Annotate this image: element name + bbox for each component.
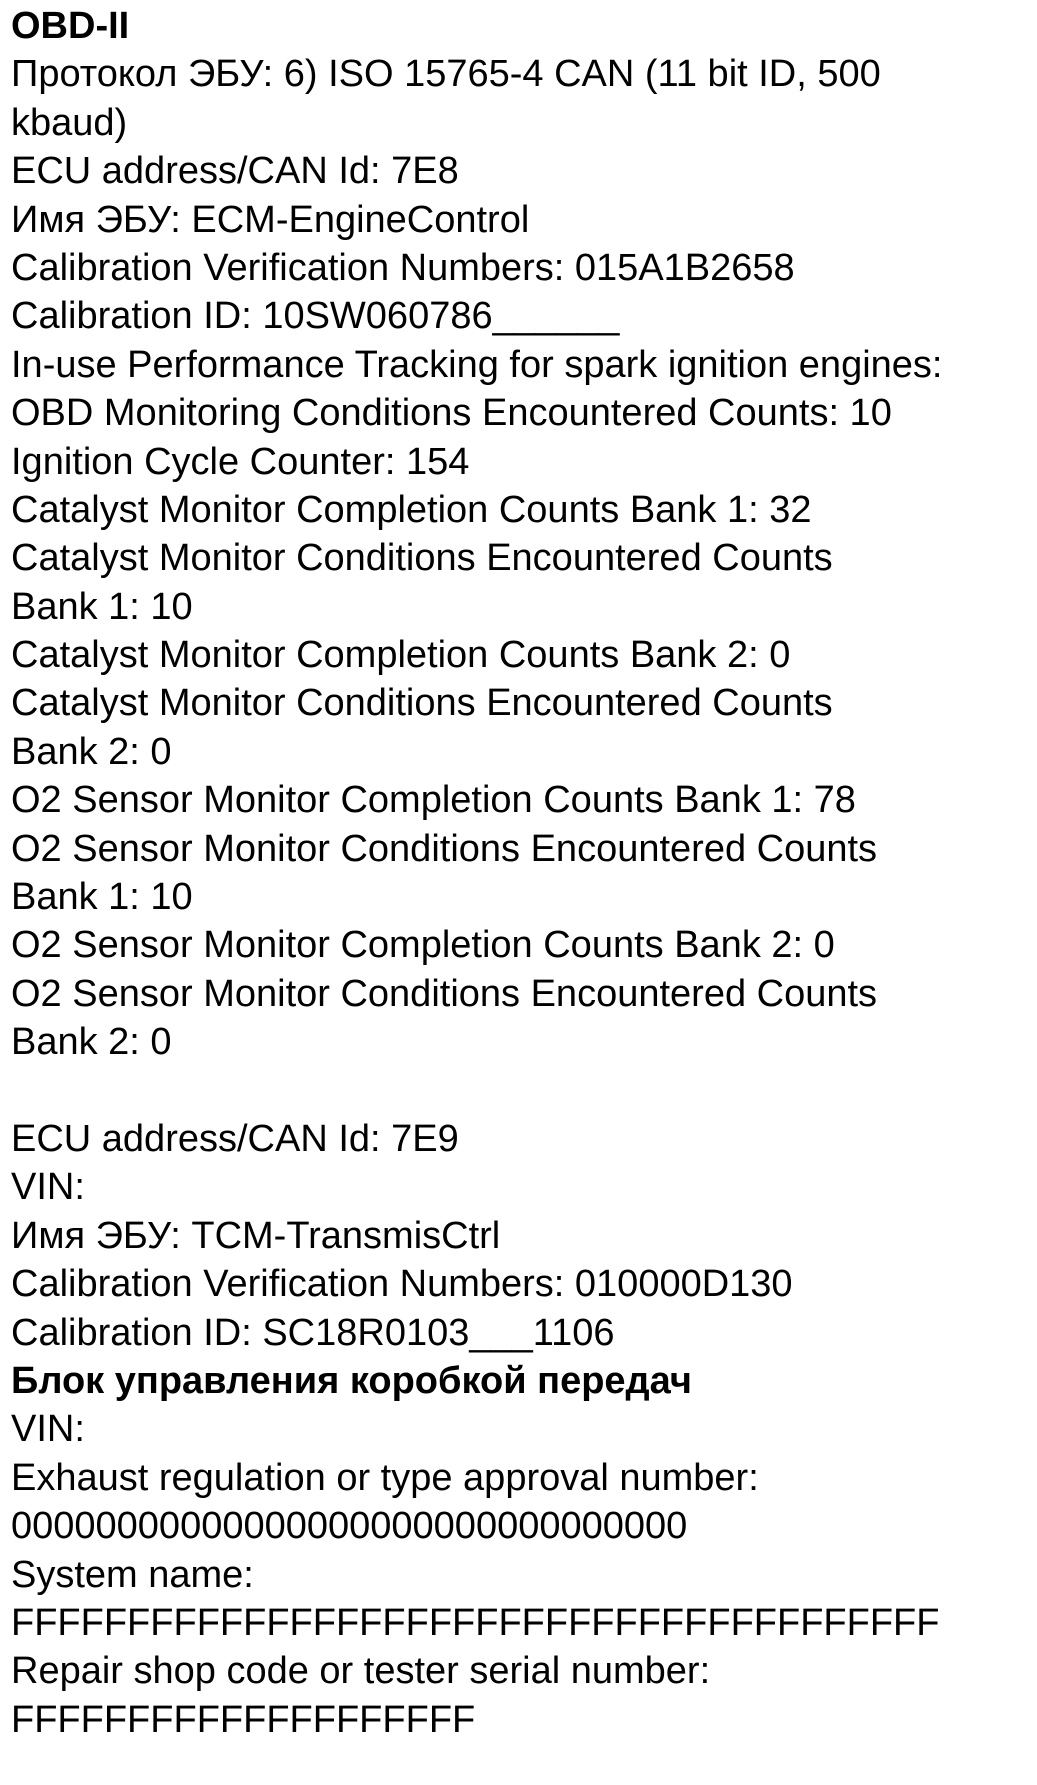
transmission-line: FFFFFFFFFFFFFFFFFFFF	[11, 1698, 476, 1741]
ecm-line: Catalyst Monitor Conditions Encountered Counts	[11, 537, 833, 580]
transmission-line: VIN:	[11, 1408, 85, 1451]
obd-heading: OBD-II	[11, 5, 130, 47]
ecm-line: Bank 1: 10	[11, 585, 193, 628]
tcm-line: Calibration Verification Numbers: 010000D130	[11, 1263, 793, 1306]
transmission-line: Exhaust regulation or type approval number:	[11, 1456, 759, 1499]
ecm-line: Catalyst Monitor Completion Counts Bank 1: 32	[11, 488, 812, 531]
ecm-section	[11, 50, 1035, 1066]
ecm-line: O2 Sensor Monitor Conditions Encountered Counts	[11, 827, 878, 870]
ecm-line: Calibration Verification Numbers: 015A1B2658	[11, 246, 795, 289]
ecm-line: kbaud)	[11, 101, 128, 144]
transmission-line: Repair shop code or tester serial number:	[11, 1650, 711, 1693]
ecm-line: In-use Performance Tracking for spark ignition engines:	[11, 343, 943, 386]
ecm-line: Bank 1: 10	[11, 876, 193, 919]
tcm-line: Calibration ID: SC18R0103___1106	[11, 1311, 615, 1354]
ecm-line: Имя ЭБУ: ECM-EngineControl	[11, 198, 530, 241]
ecm-line: Bank 2: 0	[11, 1021, 172, 1064]
ecm-line: Протокол ЭБУ: 6) ISO 15765-4 CAN (11 bit ID, 500	[11, 53, 881, 96]
ecm-line: Ignition Cycle Counter: 154	[11, 440, 470, 483]
ecm-line: ECU address/CAN Id: 7E8	[11, 150, 459, 193]
ecm-line: O2 Sensor Monitor Completion Counts Bank 2: 0	[11, 924, 835, 967]
ecm-line: Bank 2: 0	[11, 730, 172, 773]
tcm-line: Имя ЭБУ: TCM-TransmisCtrl	[11, 1214, 501, 1257]
transmission-section	[11, 1405, 1035, 1744]
transmission-line: System name:	[11, 1553, 254, 1596]
ecm-line: Catalyst Monitor Conditions Encountered Counts	[11, 682, 833, 725]
diagnostic-report	[11, 2, 1035, 1744]
transmission-heading: Блок управления коробкой передач	[11, 1359, 692, 1402]
tcm-line: VIN:	[11, 1166, 85, 1209]
ecm-line: O2 Sensor Monitor Completion Counts Bank 1: 78	[11, 779, 856, 822]
ecm-line: Calibration ID: 10SW060786______	[11, 295, 620, 338]
ecm-line: O2 Sensor Monitor Conditions Encountered Counts	[11, 972, 878, 1015]
ecm-line: Catalyst Monitor Completion Counts Bank 2: 0	[11, 634, 791, 677]
section-spacer	[11, 1067, 1035, 1115]
tcm-section	[11, 1115, 1035, 1357]
ecm-line: OBD Monitoring Conditions Encountered Counts: 10	[11, 392, 892, 435]
transmission-line: 00000000000000000000000000000000	[11, 1505, 688, 1548]
tcm-line: ECU address/CAN Id: 7E9	[11, 1117, 459, 1160]
transmission-line: FFFFFFFFFFFFFFFFFFFFFFFFFFFFFFFFFFFFFFFF	[11, 1601, 940, 1644]
